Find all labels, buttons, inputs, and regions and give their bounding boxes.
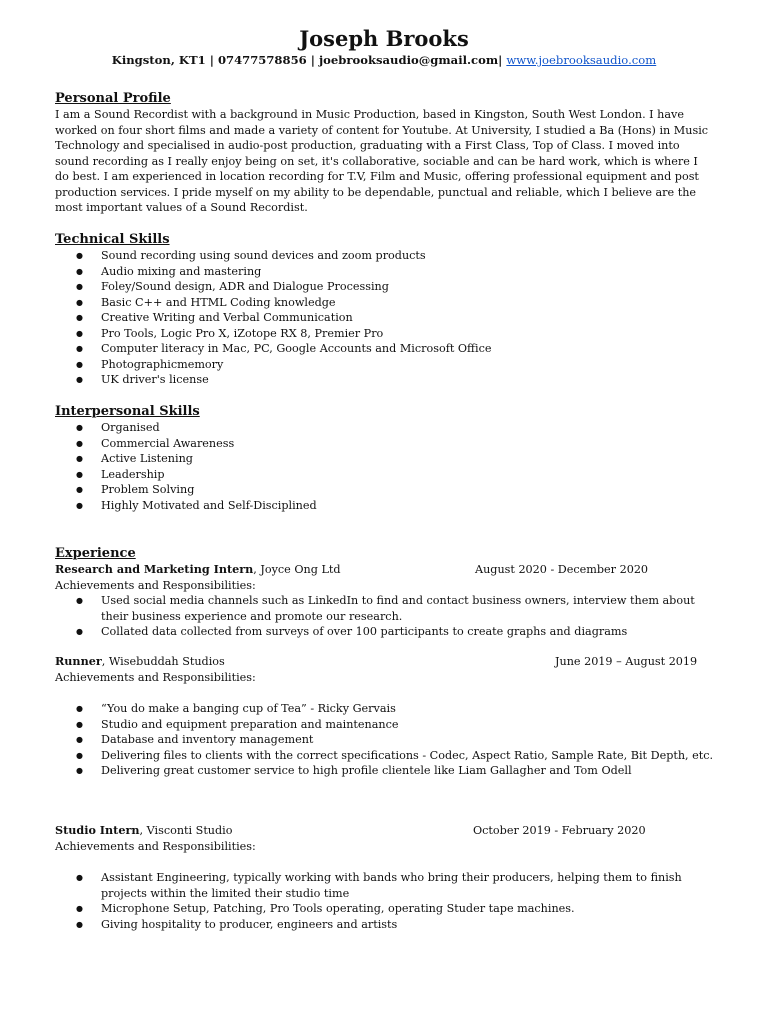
- list-item: ● Problem Solving: [55, 482, 715, 498]
- list-item: ● Collated data collected from surveys of over 100 participants to create graphs and diagrams: [55, 624, 715, 640]
- technical-skills-heading: Technical Skills: [55, 232, 170, 247]
- list-item: ● UK driver's license: [55, 372, 715, 388]
- job-responsibilities-list: [55, 701, 715, 779]
- list-item: ● Delivering files to clients with the correct specifications - Codec, Aspect Ratio, Sample Rate, Bit Depth, etc.: [55, 748, 715, 764]
- job-header: [55, 654, 715, 670]
- personal-profile-heading: Personal Profile: [55, 91, 171, 106]
- list-item: ● Assistant Engineering, typically working with bands who bring their producers, helping them to finish projects within the limited their studio time: [55, 870, 715, 901]
- list-item: ● Foley/Sound design, ADR and Dialogue Processing: [55, 279, 715, 295]
- list-item: ● Organised: [55, 420, 715, 436]
- list-item: ● Delivering great customer service to high profile clientele like Liam Gallagher and Tom Odell: [55, 763, 715, 779]
- interpersonal-skills-heading: Interpersonal Skills: [55, 404, 200, 419]
- job-dates: June 2019 – August 2019: [555, 655, 698, 668]
- list-item: ● Basic C++ and HTML Coding knowledge: [55, 295, 715, 311]
- job-research-marketing-intern: [55, 562, 715, 640]
- job-dates: August 2020 - December 2020: [475, 563, 649, 576]
- list-item: ● Used social media channels such as LinkedIn to find and contact business owners, interview them about their business experience and promote our research.: [55, 593, 715, 624]
- job-title: Runner: [55, 654, 102, 668]
- interpersonal-skills-section: [55, 403, 715, 513]
- list-item: ● Computer literacy in Mac, PC, Google Accounts and Microsoft Office: [55, 341, 715, 357]
- job-header: [55, 562, 715, 578]
- list-item: ● Commercial Awareness: [55, 436, 715, 452]
- list-item: ● “You do make a banging cup of Tea” - Ricky Gervais: [55, 701, 715, 717]
- list-item: ● Leadership: [55, 467, 715, 483]
- list-item: ● Audio mixing and mastering: [55, 264, 715, 280]
- personal-profile-text: I am a Sound Recordist with a background in Music Production, based in Kingston, South West London. I have worked on four short films and made a variety of content for Youtube. At University, I studied a Ba (Hons) in Music Technology and specialised in audio-post production, graduating with a First Class, Top of Class. I moved into sound recording as I really enjoy being on set, it's collaborative, sociable and can be hard work, which is where I do best. I am experienced in location recording for T.V, Film and Music, offering professional equipment and post production services. I pride myself on my ability to be dependable, punctual and reliable, which I believe are the most important values of a Sound Recordist.: [55, 108, 709, 214]
- list-item: ● Pro Tools, Logic Pro X, iZotope RX 8, Premier Pro: [55, 326, 715, 342]
- personal-profile-section: [55, 90, 715, 216]
- list-item: ● Highly Motivated and Self-Disciplined: [55, 498, 715, 514]
- job-dates: October 2019 - February 2020: [473, 824, 646, 837]
- job-title: Studio Intern: [55, 823, 140, 837]
- list-item: ● Active Listening: [55, 451, 715, 467]
- list-item: ● Photographicmemory: [55, 357, 715, 373]
- job-responsibilities-list: [55, 870, 715, 932]
- list-item: ● Sound recording using sound devices and zoom products: [55, 248, 715, 264]
- job-responsibilities-list: [55, 593, 715, 640]
- list-item: ● Creative Writing and Verbal Communication: [55, 310, 715, 326]
- job-company: , Joyce Ong Ltd: [253, 563, 341, 576]
- candidate-name: Joseph Brooks: [299, 26, 469, 51]
- technical-skills-section: [55, 231, 715, 388]
- job-studio-intern: [55, 823, 715, 932]
- experience-heading: Experience: [55, 546, 136, 561]
- job-company: , Wisebuddah Studios: [101, 655, 225, 668]
- job-title: Research and Marketing Intern: [55, 562, 254, 576]
- list-item: ● Database and inventory management: [55, 732, 715, 748]
- job-header: [55, 823, 715, 839]
- interpersonal-skills-list: [55, 420, 715, 513]
- list-item: ● Studio and equipment preparation and maintenance: [55, 717, 715, 733]
- contact-line: [0, 53, 768, 69]
- technical-skills-list: [55, 248, 715, 388]
- job-subheading: Achievements and Responsibilities:: [55, 670, 256, 684]
- job-runner: [55, 654, 715, 779]
- list-item: ● Giving hospitality to producer, engineers and artists: [55, 917, 715, 933]
- contact-details: Kingston, KT1 | 07477578856 | joebrooksaudio@gmail.com|: [111, 53, 503, 67]
- experience-section: [55, 545, 715, 562]
- job-company: , Visconti Studio: [139, 824, 233, 837]
- job-subheading: Achievements and Responsibilities:: [55, 839, 256, 853]
- list-item: ● Microphone Setup, Patching, Pro Tools operating, operating Studer tape machines.: [55, 901, 715, 917]
- website-link[interactable]: www.joebrooksaudio.com: [506, 53, 657, 67]
- job-subheading: Achievements and Responsibilities:: [55, 578, 256, 592]
